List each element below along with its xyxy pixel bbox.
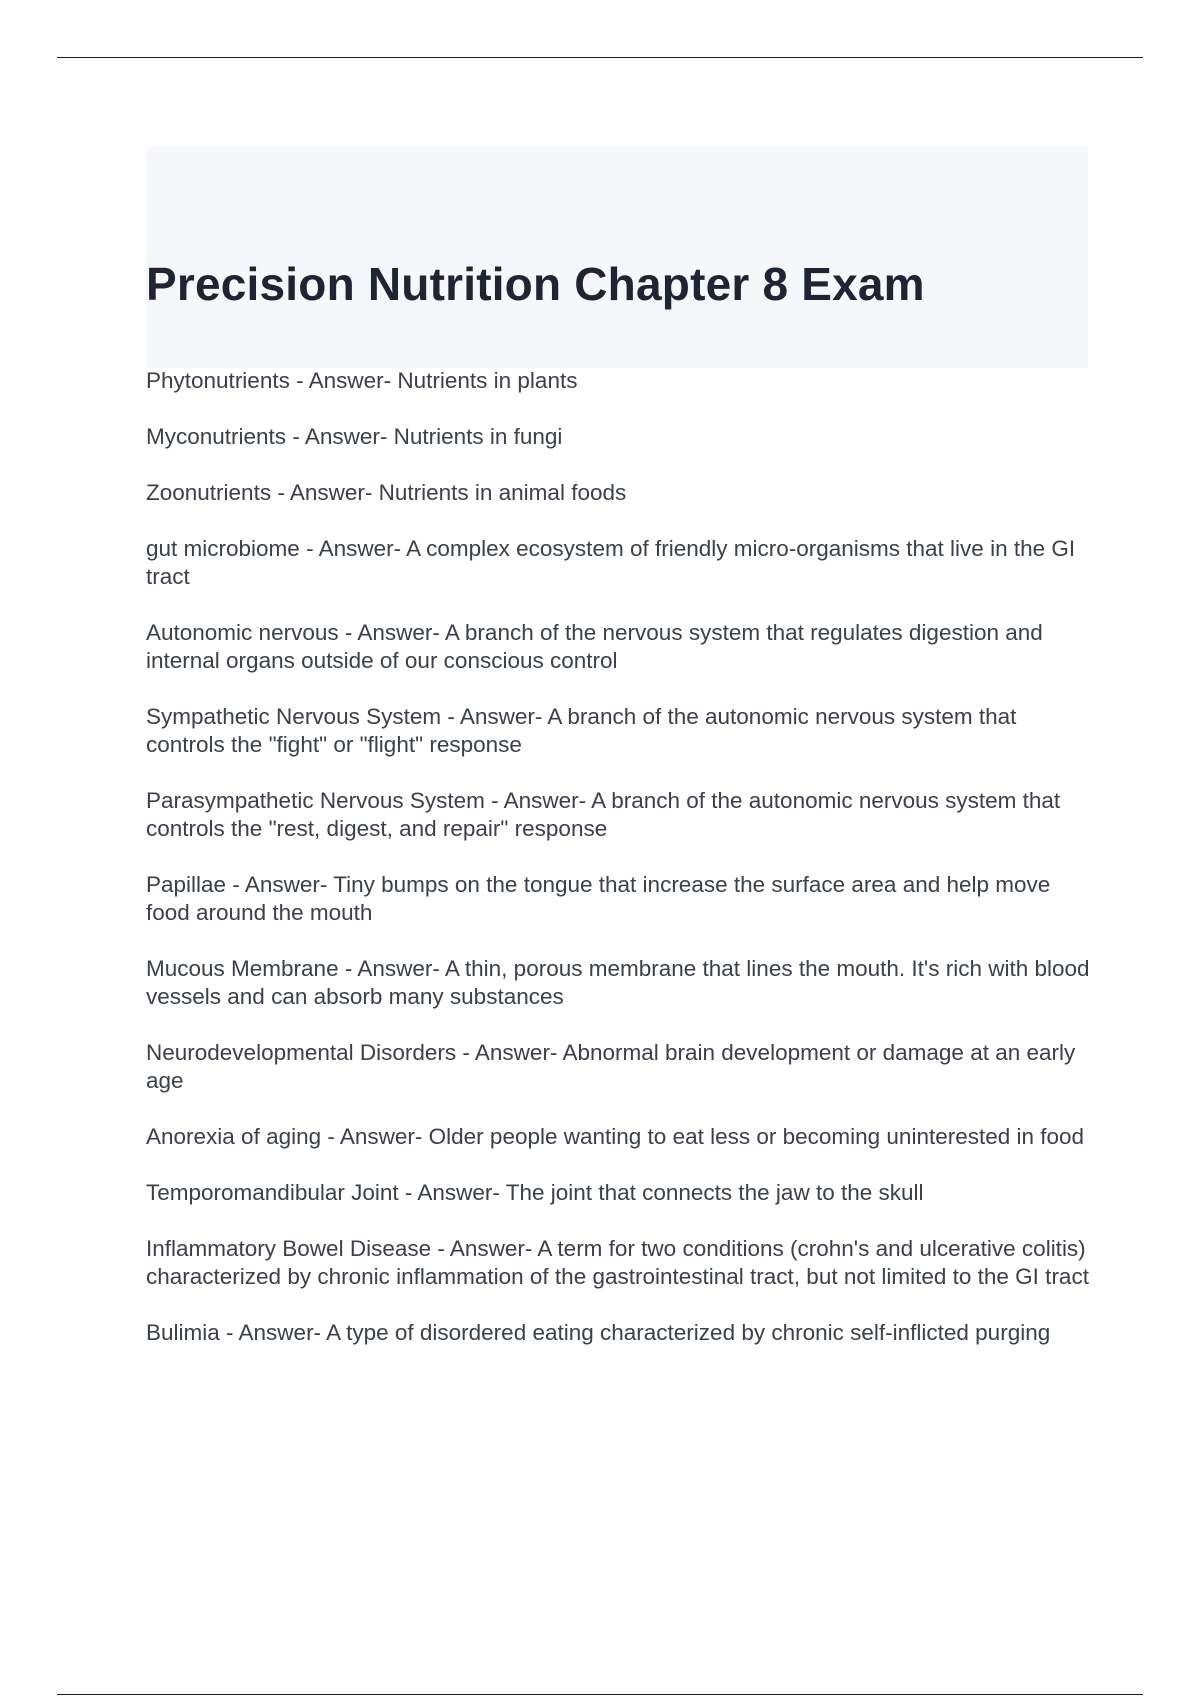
qa-separator: - Answer- bbox=[431, 1236, 538, 1261]
qa-item-phytonutrients bbox=[146, 367, 1091, 395]
qa-answer: Nutrients in animal foods bbox=[378, 480, 627, 505]
qa-term: Autonomic nervous bbox=[146, 620, 339, 645]
qa-term: Temporomandibular Joint bbox=[146, 1180, 399, 1205]
qa-separator: - Answer- bbox=[321, 1124, 429, 1149]
qa-item-parasympathetic-nervous-system bbox=[146, 787, 1091, 843]
qa-answer: Tiny bumps on the tongue that increase the surface area and help move food around the mouth bbox=[146, 872, 1051, 925]
qa-answer: Older people wanting to eat less or becoming uninterested in food bbox=[428, 1124, 1085, 1149]
qa-term: Anorexia of aging bbox=[146, 1124, 322, 1149]
qa-term: Bulimia bbox=[146, 1320, 220, 1345]
page-title: Precision Nutrition Chapter 8 Exam bbox=[146, 258, 925, 310]
qa-separator: - Answer- bbox=[456, 1040, 563, 1065]
qa-term: Sympathetic Nervous System bbox=[146, 704, 442, 729]
qa-item-neurodevelopmental-disorders bbox=[146, 1039, 1091, 1095]
qa-term: Phytonutrients bbox=[146, 368, 290, 393]
qa-separator: - Answer- bbox=[286, 424, 394, 449]
qa-term: Neurodevelopmental Disorders bbox=[146, 1040, 457, 1065]
qa-term: Mucous Membrane bbox=[146, 956, 339, 981]
qa-answer: A term for two conditions (crohn's and ulcerative colitis) characterized by chronic inflammation of the gastrointestinal tract, but not limited to the GI tract bbox=[146, 1236, 1089, 1289]
qa-item-mucous-membrane bbox=[146, 955, 1091, 1011]
qa-answer: A type of disordered eating characterized by chronic self-inflicted purging bbox=[326, 1320, 1051, 1345]
qa-separator: - Answer- bbox=[441, 704, 548, 729]
qa-item-anorexia-of-aging bbox=[146, 1123, 1091, 1151]
qa-item-sympathetic-nervous-system bbox=[146, 703, 1091, 759]
top-rule bbox=[57, 57, 1143, 58]
qa-item-autonomic-nervous bbox=[146, 619, 1091, 675]
qa-answer: Abnormal brain development or damage at an early age bbox=[146, 1040, 1076, 1093]
qa-answer: Nutrients in fungi bbox=[393, 424, 563, 449]
qa-item-inflammatory-bowel-disease bbox=[146, 1235, 1091, 1291]
qa-term: Parasympathetic Nervous System bbox=[146, 788, 485, 813]
qa-item-zoonutrients bbox=[146, 479, 1091, 507]
qa-separator: - Answer- bbox=[271, 480, 379, 505]
qa-item-papillae bbox=[146, 871, 1091, 927]
qa-term: Papillae bbox=[146, 872, 227, 897]
qa-term: Inflammatory Bowel Disease bbox=[146, 1236, 432, 1261]
qa-answer: Nutrients in plants bbox=[397, 368, 578, 393]
qa-item-myconutrients bbox=[146, 423, 1091, 451]
qa-answer: A branch of the autonomic nervous system that controls the "fight" or "flight" response bbox=[146, 704, 1017, 757]
qa-item-temporomandibular-joint bbox=[146, 1179, 1091, 1207]
bottom-rule bbox=[57, 1694, 1143, 1695]
qa-item-gut-microbiome bbox=[146, 535, 1091, 591]
qa-separator: - Answer- bbox=[398, 1180, 506, 1205]
qa-answer: A branch of the nervous system that regulates digestion and internal organs outside of our conscious control bbox=[146, 620, 1043, 673]
qa-separator: - Answer- bbox=[338, 956, 445, 981]
question-answer-list bbox=[146, 367, 1091, 1375]
qa-answer: A thin, porous membrane that lines the mouth. It's rich with blood vessels and can absorb many substances bbox=[146, 956, 1090, 1009]
qa-term: Myconutrients bbox=[146, 424, 287, 449]
qa-separator: - Answer- bbox=[338, 620, 445, 645]
qa-separator: - Answer- bbox=[299, 536, 407, 561]
qa-answer: A branch of the autonomic nervous system that controls the "rest, digest, and repair" response bbox=[146, 788, 1061, 841]
qa-separator: - Answer- bbox=[484, 788, 592, 813]
qa-term: gut microbiome bbox=[146, 536, 300, 561]
qa-answer: A complex ecosystem of friendly micro-organisms that live in the GI tract bbox=[146, 536, 1076, 589]
qa-separator: - Answer- bbox=[226, 872, 334, 897]
qa-term: Zoonutrients bbox=[146, 480, 272, 505]
qa-separator: - Answer- bbox=[289, 368, 398, 393]
qa-item-bulimia bbox=[146, 1319, 1091, 1347]
qa-separator: - Answer- bbox=[219, 1320, 327, 1345]
qa-answer: The joint that connects the jaw to the skull bbox=[505, 1180, 924, 1205]
